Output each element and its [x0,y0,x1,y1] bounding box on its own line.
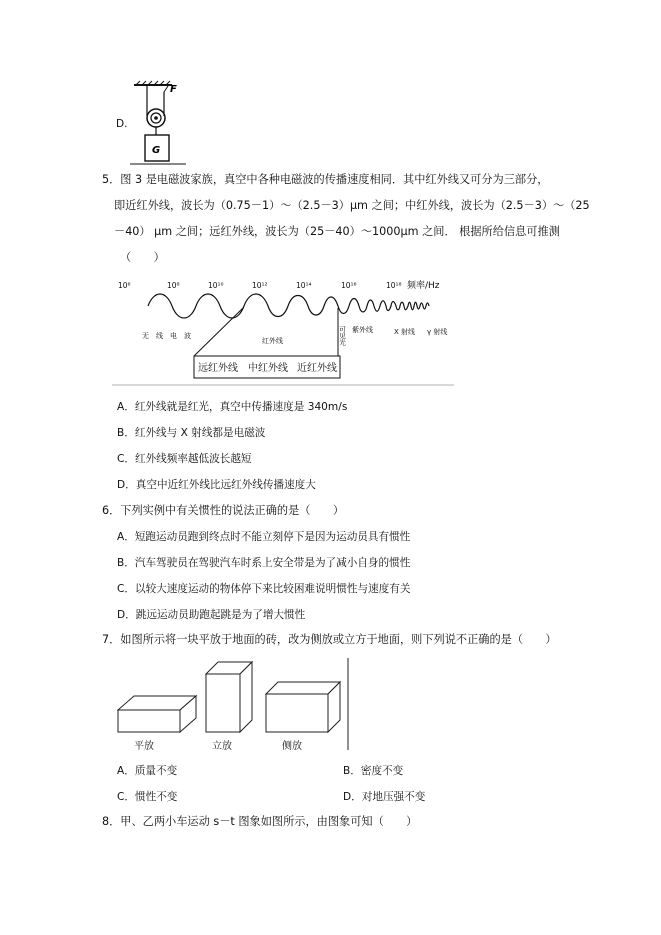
q7-option-b: B．密度不变 [343,765,404,777]
weight-label: G [152,145,161,156]
freq-tick: 10¹⁶ [341,281,357,290]
label-flat: 平放 [134,741,154,752]
q5-stem-line1: 5．图 3 是电磁波家族，真空中各种电磁波的传播速度相同．其中红外线又可分为三部分， [102,173,549,186]
band-visible: 可见光 [338,326,346,346]
wave-curve [148,294,429,318]
band-xray: X 射线 [394,328,416,336]
q4-pulley-figure [128,80,188,166]
q7-option-a: A．质量不变 [117,765,178,777]
band-radio: 无 线 电 波 [142,332,191,340]
label-side: 侧放 [282,741,302,752]
freq-tick: 10¹⁰ [208,281,224,290]
q6-option-d: D．跳远运动员助跑起跳是为了增大惯性 [117,609,306,621]
freq-axis-label: 频率/Hz [407,281,440,291]
q4-option-d-label: D. [116,118,128,130]
band-infrared: 红外线 [262,337,283,345]
q5-option-b: B．红外线与 X 射线都是电磁波 [117,427,266,439]
q5-option-a: A．红外线就是红光，真空中传播速度是 340m/s [117,401,348,413]
label-standing: 立放 [212,741,232,752]
ir-near: 近红外线 [297,363,337,374]
q6-stem: 6．下列实例中有关惯性的说法正确的是（ ） [102,504,345,517]
em-spectrum-figure [112,276,454,388]
q7-option-d: D．对地压强不变 [343,791,426,803]
q7-stem: 7．如图所示将一块平放于地面的砖，改为侧放或立方于地面，则下列说不正确的是（ ） [102,633,557,646]
q5-stem-line4: （ ） [120,251,165,264]
q6-option-a: A．短跑运动员跑到终点时不能立刻停下是因为运动员具有惯性 [117,531,411,543]
freq-tick: 10⁸ [167,281,180,290]
q5-option-d: D．真空中近红外线比远红外线传播速度大 [117,479,316,491]
q8-stem: 8．甲、乙两小车运动 s－t 图象如图所示，由图象可知（ ） [102,815,418,828]
q7-option-c: C．惯性不变 [117,791,178,803]
bricks-figure [112,656,352,756]
ir-mid: 中红外线 [248,363,288,374]
freq-tick: 10¹² [252,281,268,290]
band-gamma: γ 射线 [427,328,448,336]
q6-option-b: B．汽车驾驶员在驾驶汽车时系上安全带是为了减小自身的惯性 [117,557,411,569]
band-ultraviolet: 紫外线 [352,326,373,334]
q5-stem-line3: －40） μm 之间；远红外线，波长为（25－40）～1000μm 之间． 根据所给信息可推测 [114,225,560,238]
freq-tick: 10⁶ [118,281,131,290]
q5-option-c: C．红外线频率越低波长越短 [117,453,252,465]
freq-tick: 10¹⁴ [296,281,312,290]
freq-tick: 10¹⁸ [386,281,402,290]
q6-option-c: C．以较大速度运动的物体停下来比较困难说明惯性与速度有关 [117,583,411,595]
force-label: F [170,84,177,95]
q5-stem-line2: 即近红外线，波长为（0.75－1）～（2.5－3）μm 之间；中红外线，波长为（2.5－3）～（25 [114,199,590,212]
ir-far: 远红外线 [198,363,238,374]
